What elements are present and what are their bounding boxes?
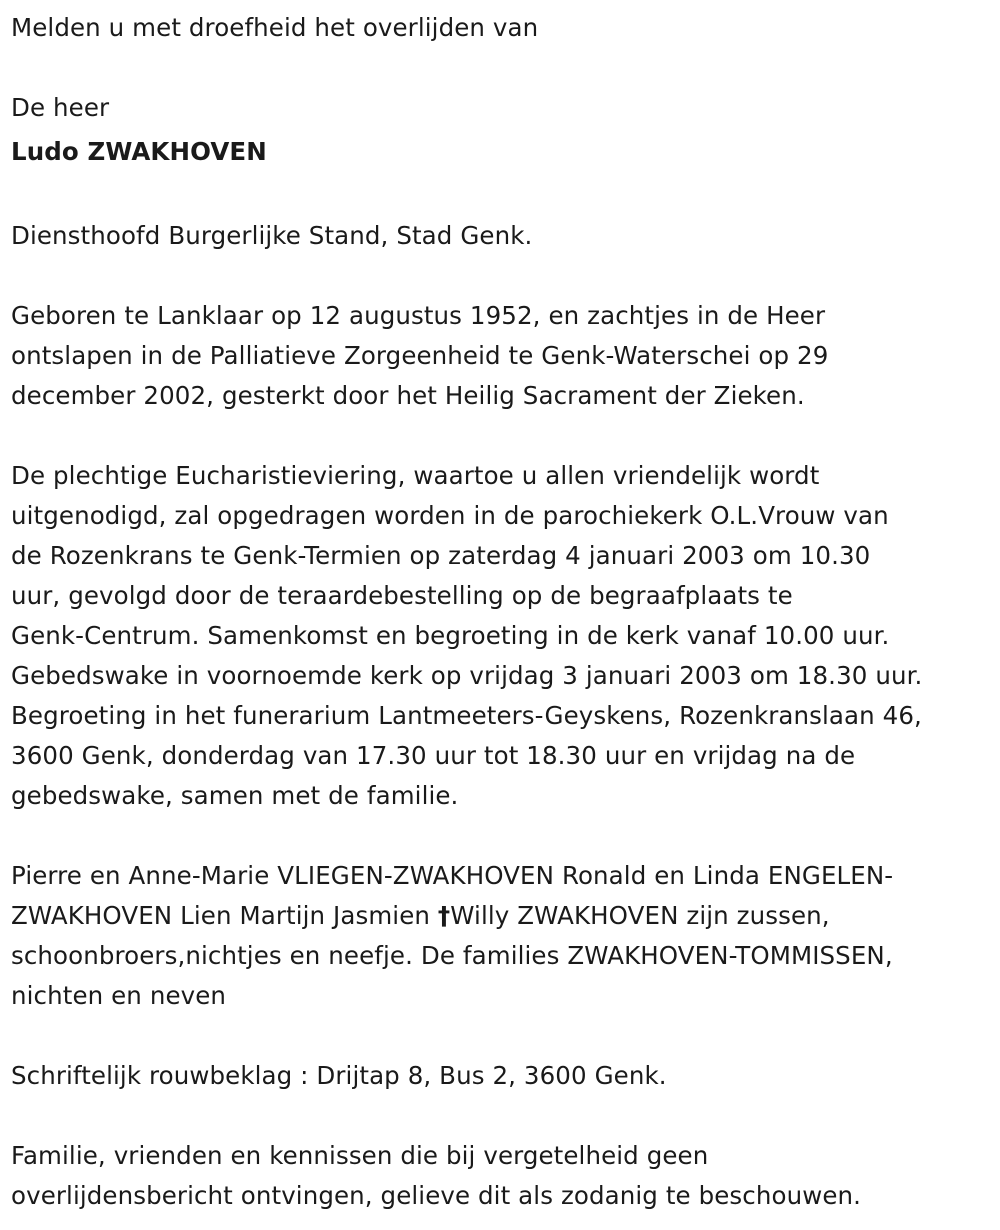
spacer [11,416,990,456]
ceremony-line: 3600 Genk, donderdag van 17.30 uur tot 18.30 uur en vrijdag na de [11,741,856,770]
birth-death-paragraph [11,296,990,416]
ceremony-line: gebedswake, samen met de familie. [11,781,459,810]
family-line: schoonbroers,nichtjes en neefje. De families ZWAKHOVEN-TOMMISSEN, [11,941,893,970]
spacer [11,1096,990,1136]
closing-line: Familie, vrienden en kennissen die bij vergetelheid geen [11,1141,709,1170]
family-line: ZWAKHOVEN Lien Martijn Jasmien [11,901,438,930]
intro-text: Melden u met droefheid het overlijden van [11,13,539,42]
family-line: Willy ZWAKHOVEN zijn zussen, [450,901,830,930]
spacer [11,1016,990,1056]
family-line: nichten en neven [11,981,227,1010]
ceremony-line: Begroeting in het funerarium Lantmeeters-Geyskens, Rozenkranslaan 46, [11,701,922,730]
birth-death-line: Geboren te Lanklaar op 12 augustus 1952, en zachtjes in de Heer [11,301,826,330]
spacer [11,48,990,88]
birth-death-line: ontslapen in de Palliatieve Zorgeenheid te Genk-Waterschei op 29 [11,341,829,370]
ceremony-paragraph [11,456,990,816]
ceremony-line: de Rozenkrans te Genk-Termien op zaterdag 4 januari 2003 om 10.30 [11,541,871,570]
cross-icon: † [437,901,451,930]
family-line: Pierre en Anne-Marie VLIEGEN-ZWAKHOVEN Ronald en Linda ENGELEN- [11,861,894,890]
birth-death-line: december 2002, gesterkt door het Heilig Sacrament der Zieken. [11,381,805,410]
spacer [11,176,990,216]
closing-paragraph [11,1136,990,1216]
condolence-address: Schriftelijk rouwbeklag : Drijtap 8, Bus 2, 3600 Genk. [11,1061,667,1090]
ceremony-line: De plechtige Eucharistieviering, waartoe u allen vriendelijk wordt [11,461,820,490]
spacer [11,256,990,296]
deceased-name: Ludo ZWAKHOVEN [11,137,267,166]
ceremony-line: uur, gevolgd door de teraardebestelling op de begraafplaats te [11,581,793,610]
ceremony-line: uitgenodigd, zal opgedragen worden in de parochiekerk O.L.Vrouw van [11,501,889,530]
function-title: Diensthoofd Burgerlijke Stand, Stad Genk. [11,221,533,250]
closing-line: overlijdensbericht ontvingen, gelieve dit als zodanig te beschouwen. [11,1181,862,1210]
salutation: De heer [11,93,110,122]
spacer [11,816,990,856]
family-paragraph [11,856,990,1016]
ceremony-line: Gebedswake in voornoemde kerk op vrijdag 3 januari 2003 om 18.30 uur. [11,661,923,690]
ceremony-line: Genk-Centrum. Samenkomst en begroeting in de kerk vanaf 10.00 uur. [11,621,890,650]
